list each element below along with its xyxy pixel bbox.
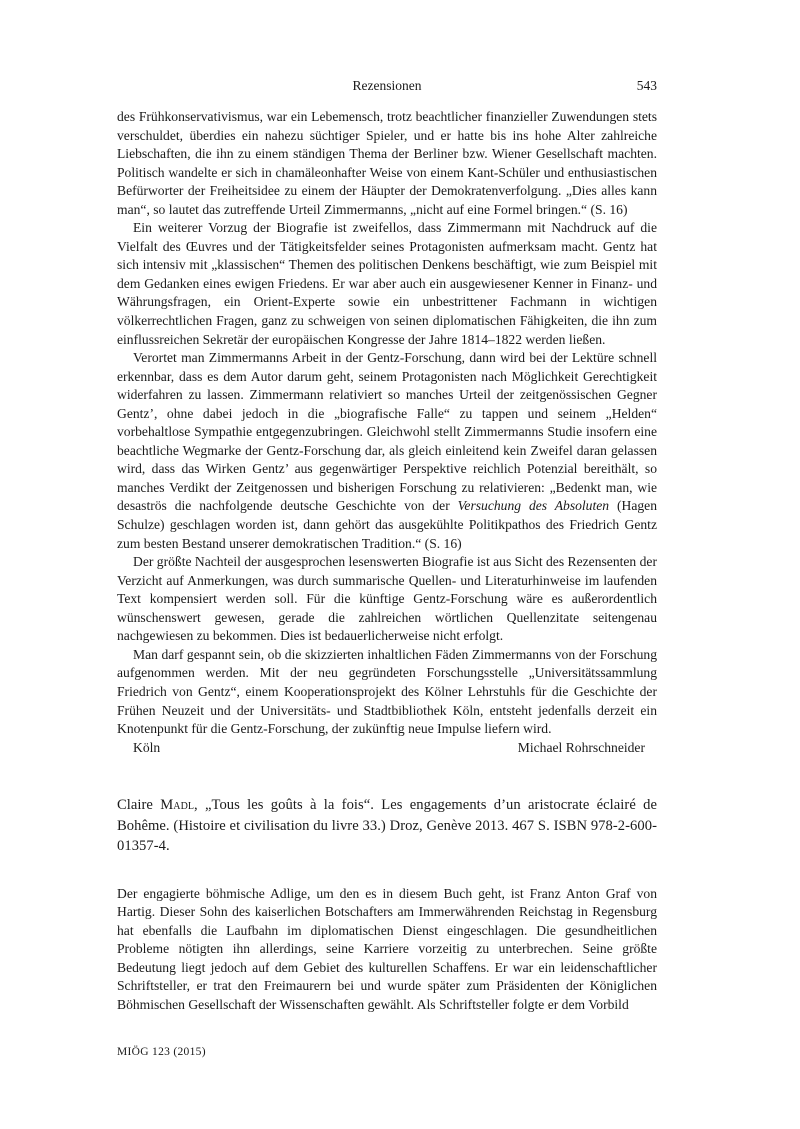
author-first-name: Claire bbox=[117, 797, 153, 814]
review-heading bbox=[117, 795, 657, 857]
paragraph: Der größte Nachteil der ausgesprochen lesenswerten Biografie ist aus Sicht des Rezensenten der Verzicht auf Anmerkungen, was durch summarische Quellen- und Literaturhinweise im laufenden Text kompensiert werden soll. Für die künftige Gentz-Forschung wäre es außerordentlich wünschenswert gewesen, gerade die zahlreichen wörtlichen Quellenzitate seitengenau nachgewiesen zu bekommen. Dies ist bedauerlicherweise nicht erfolgt. bbox=[117, 554, 657, 644]
paragraph-text: (Hagen Schulze) geschlagen worden ist, dann gehört das ausgekühlte Politikpathos des Friedrich Gentz zum besten Bestand unserer demokratischen Tradition.“ (S. 16) bbox=[117, 498, 657, 551]
review-paragraph: Der engagierte böhmische Adlige, um den es in diesem Buch geht, ist Franz Anton Graf von Hartig. Dieser Sohn des kaiserlichen Botschafters am Immerwährenden Reichstag in Regensburg hat ebenfalls die Laufbahn im diplomatischen Dienst eingeschlagen. Die gesundheitlichen Probleme nötigten ihn allerdings, seine Karriere vorzeitig zu unterbrechen. Seine größte Bedeutung liegt jedoch auf dem Gebiet des kulturellen Schaffens. Er war ein leidenschaftlicher Schriftsteller, er trat den Freimaurern bei und wurde später zum Präsidenten der Königlichen Böhmischen Gesellschaft der Wissenschaften gewählt. Als Schriftsteller folgte er dem Vorbild bbox=[117, 885, 657, 1012]
section-spacer bbox=[117, 857, 657, 885]
page-header bbox=[117, 78, 657, 98]
paragraph bbox=[117, 349, 657, 553]
page-number: 543 bbox=[636, 78, 657, 93]
paragraph: Man darf gespannt sein, ob die skizzierten inhaltlichen Fäden Zimmermanns von der Forschung aufgenommen werden. Mit der neu gegründeten Forschungsstelle „Universitätssammlung Friedrich von Gentz“, einem Kooperationsprojekt des Kölner Lehrstuhls für die Geschichte der Frühen Neuzeit und der Universitäts- und Stadtbibliothek Köln, entsteht jedenfalls derzeit ein Knotenpunkt für die Gentz-Forschung, der zukünftig neue Impulse liefern wird. bbox=[117, 646, 657, 737]
article-body bbox=[117, 108, 657, 1014]
bibliographic-entry: , „Tous les goûts à la fois“. Les engagements d’un aristocrate éclairé de Bohême. (Histoire et civilisation du livre 33.) Droz, Genève 2013. 467 S. ISBN 978-2-600-01357-4. bbox=[117, 797, 658, 855]
paragraph: Ein weiterer Vorzug der Biografie ist zweifellos, dass Zimmermann mit Nachdruck auf die Vielfalt des Œuvres und der Tätigkeitsfelder seines Protagonisten aufmerksam macht. Gentz hat sich intensiv mit „klassischen“ Themen des politischen Denkens beschäftigt, wie zum Beispiel mit dem Gedanken eines ewigen Friedens. Er war aber auch ein ausgewiesener Kenner in Finanz- und Währungsfragen, ein Orient-Experte sowie ein unbestrittener Fachmann in wichtigen völkerrechtlichen Fragen, ganz zu schweigen von seinen diplomatischen Fähigkeiten, die ihn zum einflussreichen Sekretär der europäischen Kongresse der Jahre 1814–1822 werden ließen. bbox=[117, 220, 657, 347]
paragraph: des Frühkonservativismus, war ein Lebemensch, trotz beachtlicher finanzieller Zuwendungen stets verschuldet, überdies ein nahezu süchtiger Spieler, und er hatte bis ins hohe Alter zahlreiche Liebschaften, die ihn zu einem ständigen Thema der Berliner bzw. Wiener Gesellschaft machten. Politisch wandelte er sich in chamäleonhafter Weise von einem Kant-Schüler und enthusiastischen Befürworter der Freiheitsidee zu einem der Häupter der Demokratenverfolgung. „Dies alles kann man“, so lautet das zutreffende Urteil Zimmermanns, „nicht auf eine Formel bringen.“ (S. 16) bbox=[117, 109, 657, 217]
reviewer-name: Michael Rohrschneider bbox=[517, 739, 645, 755]
signoff-place: Köln bbox=[133, 739, 161, 755]
author-last-name: Madl bbox=[160, 797, 194, 814]
page-footer: MIÖG 123 (2015) bbox=[117, 1046, 206, 1058]
italic-title: Versuchung des Absoluten bbox=[457, 498, 610, 514]
review-signoff bbox=[117, 739, 657, 758]
running-title: Rezensionen bbox=[352, 78, 422, 93]
paragraph-text: Verortet man Zimmermanns Arbeit in der Gentz-Forschung, dann wird bei der Lektüre schnell erkennbar, dass es dem Autor darum geht, seinem Protagonisten nach Möglichkeit Gerechtigkeit widerfahren zu lassen. Zimmermann relativiert so manches Urteil der zeitgenössischen Gegner Gentz’, ohne dabei jedoch in die „biografische Falle“ zu tappen und seinem „Helden“ vorbehaltlose Sympathie entgegenzubringen. Gleichwohl stellt Zimmermanns Studie insofern eine beachtliche Wegmarke der Gentz-Forschung dar, als gleich einleitend kein Zweifel daran gelassen wird, dass das Wirken Gentz’ aus gegenwärtiger Perspektive reichlich Potenzial bereithält, so manches Verdikt der Zeitgenossen und bisherigen Forschung zu relativieren: „Bedenkt man, wie desaströs die nachfolgende deutsche Geschichte von der bbox=[117, 350, 657, 514]
